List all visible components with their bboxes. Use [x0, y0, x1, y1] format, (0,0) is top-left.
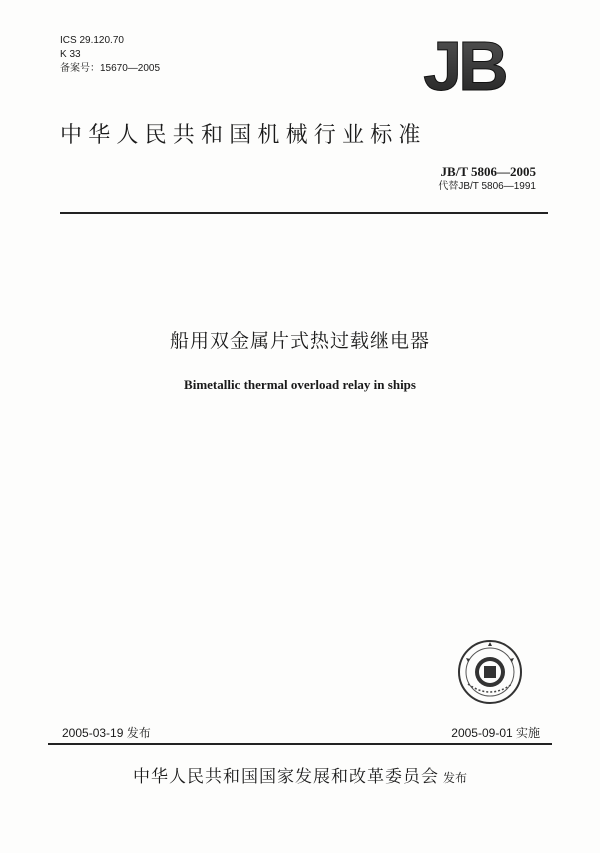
- filing-number: 备案号：15670—2005: [60, 63, 161, 74]
- classification-block: [60, 34, 160, 76]
- replaced-standard: 代替JB/T 5806—1991: [438, 181, 536, 192]
- publisher-name: 中华人民共和国国家发展和改革委员会: [132, 767, 439, 787]
- standard-category-title: 中华人民共和国机械行业标准: [60, 123, 427, 148]
- svg-text:JB: JB: [423, 34, 505, 96]
- document-subtitle: Bimetallic thermal overload relay in ships: [184, 377, 416, 392]
- standard-number: JB/T 5806—2005: [440, 164, 536, 179]
- official-seal-icon: [456, 638, 524, 706]
- jb-logo: [408, 34, 520, 96]
- implementation-date: 2005-09-01 实施: [451, 726, 540, 740]
- standard-codes: [438, 164, 536, 194]
- ccs-code: K 33: [60, 49, 81, 60]
- ics-code: ICS 29.120.70: [60, 35, 124, 46]
- publisher-line: [0, 762, 600, 787]
- header-divider: [60, 212, 548, 214]
- publisher-suffix: 发布: [442, 771, 467, 785]
- footer-divider: [48, 743, 552, 745]
- document-title: 船用双金属片式热过载继电器: [169, 330, 430, 352]
- issue-date: 2005-03-19 发布: [62, 726, 151, 740]
